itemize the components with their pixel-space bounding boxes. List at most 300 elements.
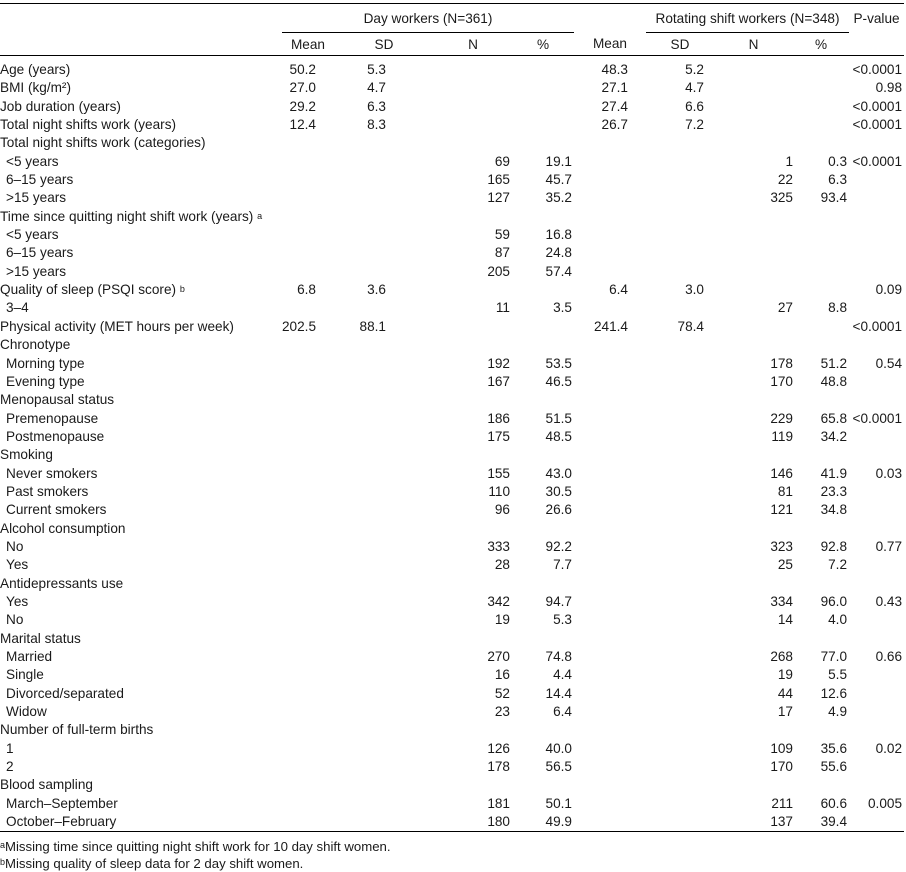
cell-dp: 45.7 — [545, 172, 572, 188]
cell-dsd: 8.3 — [367, 117, 386, 133]
cell-dp: 46.5 — [545, 373, 572, 389]
rot-sd-header: SD — [646, 33, 714, 56]
cell-dm — [282, 391, 334, 409]
cell-rn: 119 — [771, 428, 793, 444]
cell-dm — [282, 666, 334, 684]
cell-rp: 77.0 — [820, 649, 848, 664]
cell-dm — [282, 795, 334, 813]
row-label: Smoking — [0, 447, 53, 463]
cell-dp: 5.3 — [553, 612, 572, 628]
cell-rp: 60.6 — [820, 795, 848, 811]
cell-rp — [793, 56, 849, 80]
cell-rm — [574, 244, 646, 262]
cell-rm: 48.3 — [601, 62, 628, 77]
cell-dn: 342 — [487, 593, 510, 609]
table-row — [0, 79, 904, 97]
cell-rn: 109 — [770, 740, 793, 756]
cell-rn — [714, 446, 793, 464]
cell-dp — [512, 391, 574, 409]
cell-pv — [849, 611, 904, 629]
cell-rm — [574, 171, 646, 189]
cell-rm — [574, 721, 646, 739]
cell-rsd: 7.2 — [685, 117, 704, 133]
cell-dm — [282, 685, 334, 703]
pvalue-header: P-value — [849, 4, 904, 33]
cell-dsd — [334, 410, 434, 428]
cell-dn — [434, 79, 512, 97]
cell-dp — [512, 208, 574, 226]
cell-dm — [282, 556, 334, 574]
cell-dm — [282, 263, 334, 281]
cell-pv: <0.0001 — [852, 410, 903, 426]
row-label: <5 years — [6, 153, 59, 169]
cell-pv: 0.005 — [868, 795, 903, 811]
cell-pv — [849, 226, 904, 244]
cell-rp: 5.5 — [828, 667, 848, 683]
table-row — [0, 153, 904, 171]
cell-rsd: 4.7 — [685, 80, 704, 96]
table-row — [0, 758, 904, 776]
cell-rn — [714, 575, 793, 593]
cell-pv: 0.98 — [875, 80, 903, 96]
cell-pv — [849, 776, 904, 794]
cell-rp: 48.8 — [820, 373, 848, 389]
cell-dm — [282, 446, 334, 464]
cell-rp — [793, 208, 849, 226]
row-label: Divorced/separated — [6, 685, 124, 701]
row-label: Antidepressants use — [0, 575, 124, 591]
cell-rn — [714, 318, 793, 336]
cell-dp — [512, 116, 574, 134]
row-label: Yes — [6, 593, 29, 609]
cell-dn — [434, 520, 512, 538]
cell-dn: 96 — [494, 502, 510, 518]
cell-dn: 178 — [487, 759, 510, 775]
cell-dp: 92.2 — [545, 538, 572, 554]
cell-rn: 211 — [771, 795, 793, 811]
rot-n-header: N — [714, 33, 793, 56]
row-label: Current smokers — [6, 502, 107, 518]
cell-rn — [714, 79, 793, 97]
cell-dsd — [334, 483, 434, 501]
cell-dm: 50.2 — [289, 62, 316, 77]
day-n-header: N — [434, 33, 512, 56]
cell-rn — [714, 116, 793, 134]
table-row — [0, 134, 904, 152]
table-row — [0, 189, 904, 207]
cell-rm — [574, 611, 646, 629]
cell-dn — [434, 134, 512, 152]
cell-dp — [512, 134, 574, 152]
row-label: Number of full-term births — [0, 722, 154, 738]
cell-rm — [574, 446, 646, 464]
cell-rp: 34.8 — [820, 502, 848, 518]
cell-dm — [282, 758, 334, 776]
cell-rn: 17 — [777, 704, 793, 720]
cell-dp: 35.2 — [545, 190, 572, 206]
cell-dsd — [334, 501, 434, 519]
row-label: Married — [6, 649, 53, 664]
cell-pv — [849, 575, 904, 593]
cell-rn — [714, 721, 793, 739]
cell-rn: 170 — [770, 759, 793, 775]
cell-dp: 43.0 — [545, 465, 572, 481]
cell-rm — [574, 410, 646, 428]
cell-dp — [512, 520, 574, 538]
cell-rsd — [646, 538, 714, 556]
cell-rp — [793, 263, 849, 281]
cell-rn — [714, 281, 793, 299]
cell-dn — [434, 630, 512, 648]
cell-rsd — [646, 685, 714, 703]
cell-dsd: 5.3 — [367, 62, 386, 77]
cell-rm — [574, 153, 646, 171]
cell-rn — [714, 98, 793, 116]
cell-rsd — [646, 703, 714, 721]
cell-rp: 4.0 — [828, 612, 848, 628]
cell-dn — [434, 721, 512, 739]
cell-dsd — [334, 244, 434, 262]
table-row — [0, 281, 904, 299]
table-row — [0, 593, 904, 611]
cell-dm — [282, 630, 334, 648]
cell-rsd: 78.4 — [677, 318, 704, 334]
cell-dsd — [334, 703, 434, 721]
cell-dsd — [334, 630, 434, 648]
row-label: >15 years — [6, 263, 67, 279]
cell-dsd — [334, 556, 434, 574]
cell-rsd — [646, 153, 714, 171]
cell-dp: 30.5 — [545, 483, 572, 499]
cell-dp: 49.9 — [512, 813, 574, 832]
cell-dp: 16.8 — [545, 227, 572, 243]
cell-dm — [282, 373, 334, 391]
cell-dp: 48.5 — [545, 428, 572, 444]
row-label: 1 — [6, 740, 14, 756]
cell-pv — [849, 446, 904, 464]
cell-rp — [793, 116, 849, 134]
cell-dm — [282, 134, 334, 152]
cell-rm — [574, 703, 646, 721]
cell-rp: 39.4 — [793, 813, 849, 832]
cell-dsd — [334, 226, 434, 244]
row-label: No — [6, 612, 24, 628]
cell-pv — [849, 373, 904, 391]
cell-dsd — [334, 776, 434, 794]
cell-dn: 205 — [487, 263, 510, 279]
table-row — [0, 299, 904, 317]
cell-dsd — [334, 299, 434, 317]
cell-dsd — [334, 721, 434, 739]
cell-dn: 175 — [487, 428, 510, 444]
cell-dsd — [334, 428, 434, 446]
cell-dp: 50.1 — [545, 795, 572, 811]
cell-rm — [574, 263, 646, 281]
cell-pv: 0.66 — [875, 649, 903, 664]
table-row — [0, 721, 904, 739]
cell-dn: 333 — [487, 538, 510, 554]
cell-dn — [434, 208, 512, 226]
cell-dm: 12.4 — [289, 117, 316, 133]
cell-dp — [512, 79, 574, 97]
cell-rp: 92.8 — [820, 538, 848, 554]
cell-rsd: 5.2 — [685, 62, 704, 77]
cell-pv — [849, 171, 904, 189]
cell-dsd — [334, 355, 434, 373]
cell-dm — [282, 336, 334, 354]
cell-dp: 24.8 — [545, 245, 572, 261]
cell-dsd — [334, 263, 434, 281]
footnotes — [0, 838, 391, 872]
cell-rsd: 6.6 — [685, 98, 704, 114]
cell-rm — [574, 813, 646, 832]
cell-dp: 26.6 — [545, 502, 572, 518]
cell-dn: 28 — [494, 557, 510, 573]
row-label: Chronotype — [0, 337, 71, 353]
cell-rp — [793, 79, 849, 97]
row-label: Blood sampling — [0, 777, 93, 793]
table-row — [0, 483, 904, 501]
cell-rp — [793, 281, 849, 299]
cell-pv — [849, 501, 904, 519]
cell-rsd — [646, 428, 714, 446]
rot-mean-header: Mean — [574, 33, 646, 56]
cell-pv — [849, 556, 904, 574]
cell-rp: 55.6 — [820, 759, 848, 775]
cell-rsd — [646, 721, 714, 739]
cell-pv — [849, 299, 904, 317]
cell-rsd: 3.0 — [685, 282, 704, 298]
cell-rsd — [646, 758, 714, 776]
cell-dn: 192 — [487, 355, 510, 371]
cell-rn: 146 — [770, 465, 793, 481]
row-label: 2 — [6, 759, 14, 775]
cell-dp — [512, 575, 574, 593]
cell-dsd — [334, 208, 434, 226]
table-row — [0, 56, 904, 80]
cell-dm: 27.0 — [289, 80, 316, 96]
cell-dn — [434, 446, 512, 464]
cell-dm: 29.2 — [289, 98, 316, 114]
cell-rm: 27.4 — [601, 98, 628, 114]
row-label: Total night shifts work (years) — [0, 117, 177, 133]
cell-pv: <0.0001 — [852, 153, 903, 169]
cell-pv: 0.09 — [875, 282, 903, 298]
cell-dm: 202.5 — [282, 318, 317, 334]
cell-dm — [282, 501, 334, 519]
cell-rp: 51.2 — [820, 355, 848, 371]
cell-dn: 23 — [494, 704, 510, 720]
cell-rn: 323 — [770, 538, 793, 554]
cell-rp — [793, 721, 849, 739]
cell-pv: 0.54 — [875, 355, 903, 371]
table-row — [0, 263, 904, 281]
cell-dp: 4.4 — [553, 667, 572, 683]
cell-dn — [434, 336, 512, 354]
row-label: Never smokers — [6, 465, 98, 481]
footnote-a: $^a$Missing time since quitting night shift work for 10 day shift women. — [0, 839, 391, 854]
cell-rsd — [646, 208, 714, 226]
cell-dn: 167 — [487, 373, 510, 389]
rotating-workers-header: Rotating shift workers (N=348) — [646, 4, 849, 33]
cell-dm — [282, 153, 334, 171]
characteristics-table — [0, 3, 904, 832]
cell-pv — [849, 244, 904, 262]
row-label: Postmenopause — [6, 428, 105, 444]
cell-dsd — [334, 336, 434, 354]
cell-dp — [512, 630, 574, 648]
table-row — [0, 538, 904, 556]
cell-dsd — [334, 593, 434, 611]
cell-dm — [282, 189, 334, 207]
cell-rn: 229 — [770, 410, 793, 426]
row-label: March–September — [6, 795, 118, 811]
cell-rm — [574, 666, 646, 684]
cell-dn — [434, 318, 512, 336]
cell-rsd — [646, 795, 714, 813]
day-sd-header: SD — [334, 33, 434, 56]
cell-rn: 81 — [777, 483, 793, 499]
cell-dp — [512, 336, 574, 354]
cell-pv: <0.0001 — [852, 98, 903, 114]
cell-rm — [574, 483, 646, 501]
cell-dn: 181 — [487, 795, 510, 811]
cell-rn — [714, 226, 793, 244]
cell-rm — [574, 740, 646, 758]
cell-rm — [574, 465, 646, 483]
cell-rsd — [646, 134, 714, 152]
table-row — [0, 318, 904, 336]
cell-rn — [714, 391, 793, 409]
cell-rm — [574, 391, 646, 409]
cell-rp — [793, 244, 849, 262]
cell-rn: 268 — [770, 649, 793, 664]
table-row — [0, 226, 904, 244]
cell-rsd — [646, 336, 714, 354]
cell-rsd — [646, 244, 714, 262]
table-row — [0, 556, 904, 574]
cell-pv — [849, 520, 904, 538]
cell-rn — [714, 520, 793, 538]
cell-pv: 0.03 — [875, 465, 903, 481]
cell-rm: 26.7 — [601, 117, 628, 133]
table-row — [0, 611, 904, 629]
cell-dn: 186 — [487, 410, 510, 426]
cell-dn — [434, 575, 512, 593]
table-row — [0, 813, 904, 832]
cell-dp: 74.8 — [545, 649, 572, 664]
table-row — [0, 740, 904, 758]
cell-rsd — [646, 520, 714, 538]
cell-rn: 27 — [777, 300, 793, 316]
cell-pv — [849, 813, 904, 832]
cell-pv — [849, 391, 904, 409]
cell-dn: 16 — [494, 667, 510, 683]
cell-rp — [793, 630, 849, 648]
cell-dsd — [334, 795, 434, 813]
cell-dp: 3.5 — [553, 300, 572, 316]
cell-rm: 6.4 — [609, 282, 628, 298]
cell-rm — [574, 538, 646, 556]
row-label: October–February — [0, 813, 282, 832]
table-row — [0, 208, 904, 226]
cell-rn: 178 — [770, 355, 793, 371]
cell-dm — [282, 171, 334, 189]
cell-dm — [282, 465, 334, 483]
cell-rsd — [646, 410, 714, 428]
cell-dp — [512, 281, 574, 299]
cell-rn — [714, 244, 793, 262]
cell-dsd — [334, 813, 434, 832]
footnote-marker: a — [257, 210, 263, 221]
cell-rp — [793, 226, 849, 244]
cell-dm — [282, 520, 334, 538]
cell-dn — [434, 116, 512, 134]
cell-rn — [714, 776, 793, 794]
row-label: Premenopause — [6, 410, 99, 426]
cell-dsd: 6.3 — [367, 98, 386, 114]
cell-pv — [849, 189, 904, 207]
cell-rsd — [646, 446, 714, 464]
cell-dp: 7.7 — [553, 557, 572, 573]
header-blank — [0, 4, 282, 33]
cell-rn: 22 — [777, 172, 793, 188]
cell-dm — [282, 355, 334, 373]
cell-rn: 170 — [770, 373, 793, 389]
cell-rm — [574, 373, 646, 391]
cell-rm — [574, 593, 646, 611]
cell-rn — [714, 56, 793, 80]
cell-rp — [793, 134, 849, 152]
cell-rsd — [646, 593, 714, 611]
cell-dp: 19.1 — [545, 153, 572, 169]
cell-dm — [282, 575, 334, 593]
cell-rm — [574, 758, 646, 776]
cell-dn — [434, 281, 512, 299]
cell-pv — [849, 703, 904, 721]
table-row — [0, 703, 904, 721]
cell-rn — [714, 630, 793, 648]
cell-rm — [574, 685, 646, 703]
cell-rp — [793, 776, 849, 794]
cell-pv — [849, 208, 904, 226]
row-label: <5 years — [6, 227, 59, 243]
day-mean-header: Mean — [282, 33, 334, 56]
table-row — [0, 336, 904, 354]
cell-rn: 44 — [777, 685, 793, 701]
cell-dp: 14.4 — [545, 685, 572, 701]
cell-dsd — [334, 666, 434, 684]
row-label: Alcohol consumption — [0, 520, 126, 536]
cell-rsd — [646, 189, 714, 207]
cell-rp: 96.0 — [820, 593, 848, 609]
cell-rm: 241.4 — [593, 318, 628, 334]
table-body — [0, 56, 904, 832]
cell-dn: 69 — [494, 153, 510, 169]
cell-rn — [714, 134, 793, 152]
cell-dsd — [334, 611, 434, 629]
cell-rm — [574, 520, 646, 538]
row-label: Time since quitting night shift work (years) $^a$ — [0, 208, 263, 224]
cell-rsd — [646, 355, 714, 373]
cell-dsd — [334, 373, 434, 391]
cell-rn: 325 — [770, 190, 793, 206]
cell-dp: 57.4 — [545, 263, 572, 279]
cell-rm — [574, 355, 646, 373]
cell-rsd — [646, 666, 714, 684]
cell-pv — [849, 428, 904, 446]
cell-dm — [282, 428, 334, 446]
